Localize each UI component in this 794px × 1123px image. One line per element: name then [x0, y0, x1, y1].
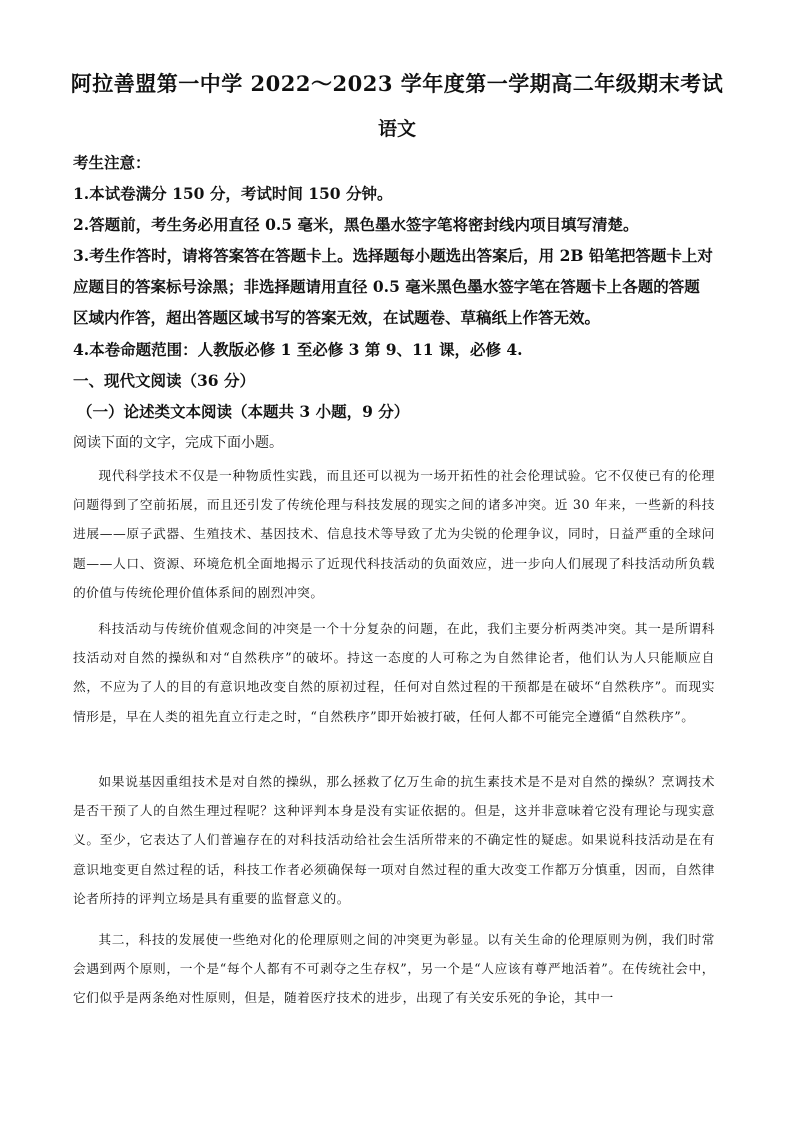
notice-item: 4.本卷命题范围：人教版必修 1 至必修 3 第 9、11 课，必修 4.: [73, 340, 523, 359]
notice-item: 1.本试卷满分 150 分，考试时间 150 分钟。: [73, 184, 393, 203]
passage-paragraph: 其二，科技的发展使一些绝对化的伦理原则之间的冲突更为彰显。以有关生命的伦理原则为例，我们时常会遇到两个原则，一个是“每个人都有不可剥夺之生存权”，另一个是“人应该有尊严地活着”。在传统社会中，它们似乎是两条绝对性原则，但是，随着医疗技术的进步，出现了有关安乐死的争论，其中一: [73, 932, 715, 1006]
passage-paragraph: 科技活动与传统价值观念间的冲突是一个十分复杂的问题，在此，我们主要分析两类冲突。其一是所谓科技活动对自然的操纵和对“自然秩序”的破坏。持这一态度的人可称之为自然律论者，他们认为人只能顺应自然，不应为了人的目的有意识地改变自然的原初过程，任何对自然过程的干预都是在破坏“自然秩序”。而现实情形是，早在人类的祖先直立行走之时，“自然秩序”即开始被打破，任何人都不可能完全遵循“自然秩序”。: [73, 621, 715, 724]
notice-item: 应题目的答案标号涂黑；非选择题请用直径 0.5 毫米黑色墨水签字笔在答题卡上各题的答题: [73, 277, 700, 296]
section-heading: 一、现代文阅读（36 分）: [73, 371, 255, 390]
subsection-heading: （一）论述类文本阅读（本题共 3 小题，9 分）: [77, 402, 410, 421]
exam-title: 阿拉善盟第一中学 2022～2023 学年度第一学期高二年级期末考试: [70, 71, 724, 96]
notice-item: 2.答题前，考生务必用直径 0.5 毫米，黑色墨水签字笔将密封线内项目填写清楚。: [73, 215, 639, 234]
notice-item: 3.考生作答时，请将答案答在答题卡上。选择题每小题选出答案后，用 2B 铅笔把答题卡上对: [73, 246, 713, 265]
notice-heading: 考生注意：: [73, 153, 151, 172]
passage-paragraph: 如果说基因重组技术是对自然的操纵，那么拯救了亿万生命的抗生素技术是不是对自然的操纵？烹调技术是否干预了人的自然生理过程呢？这种评判本身是没有实证依据的。但是，这并非意味着它没有理论与现实意义。至少，它表达了人们普遍存在的对科技活动给社会生活所带来的不确定性的疑虑。如果说科技活动是在有意识地变更自然过程的话，科技工作者必须确保每一项对自然过程的重大改变工作都万分慎重，因而，自然律论者所持的评判立场是具有重要的监督意义的。: [73, 774, 715, 906]
reading-instruction: 阅读下面的文字，完成下面小题。: [73, 435, 283, 451]
notice-item: 区域内作答，超出答题区域书写的答案无效，在试题卷、草稿纸上作答无效。: [73, 308, 601, 327]
subject-title: 语文: [377, 118, 416, 140]
passage-paragraph: 现代科学技术不仅是一种物质性实践，而且还可以视为一场开拓性的社会伦理试验。它不仅使已有的伦理问题得到了空前拓展，而且还引发了传统伦理与科技发展的现实之间的诸多冲突。近 30 年来，一些新的科技进展——原子武器、生殖技术、基因技术、信息技术等导致了尤为尖锐的伦理争议，同时，日益严重的全球问题——人口、资源、环境危机全面地揭示了近现代科技活动的负面效应，进一步向人们展现了科技活动所负载的价值与传统伦理价值体系间的剧烈冲突。: [73, 468, 715, 600]
